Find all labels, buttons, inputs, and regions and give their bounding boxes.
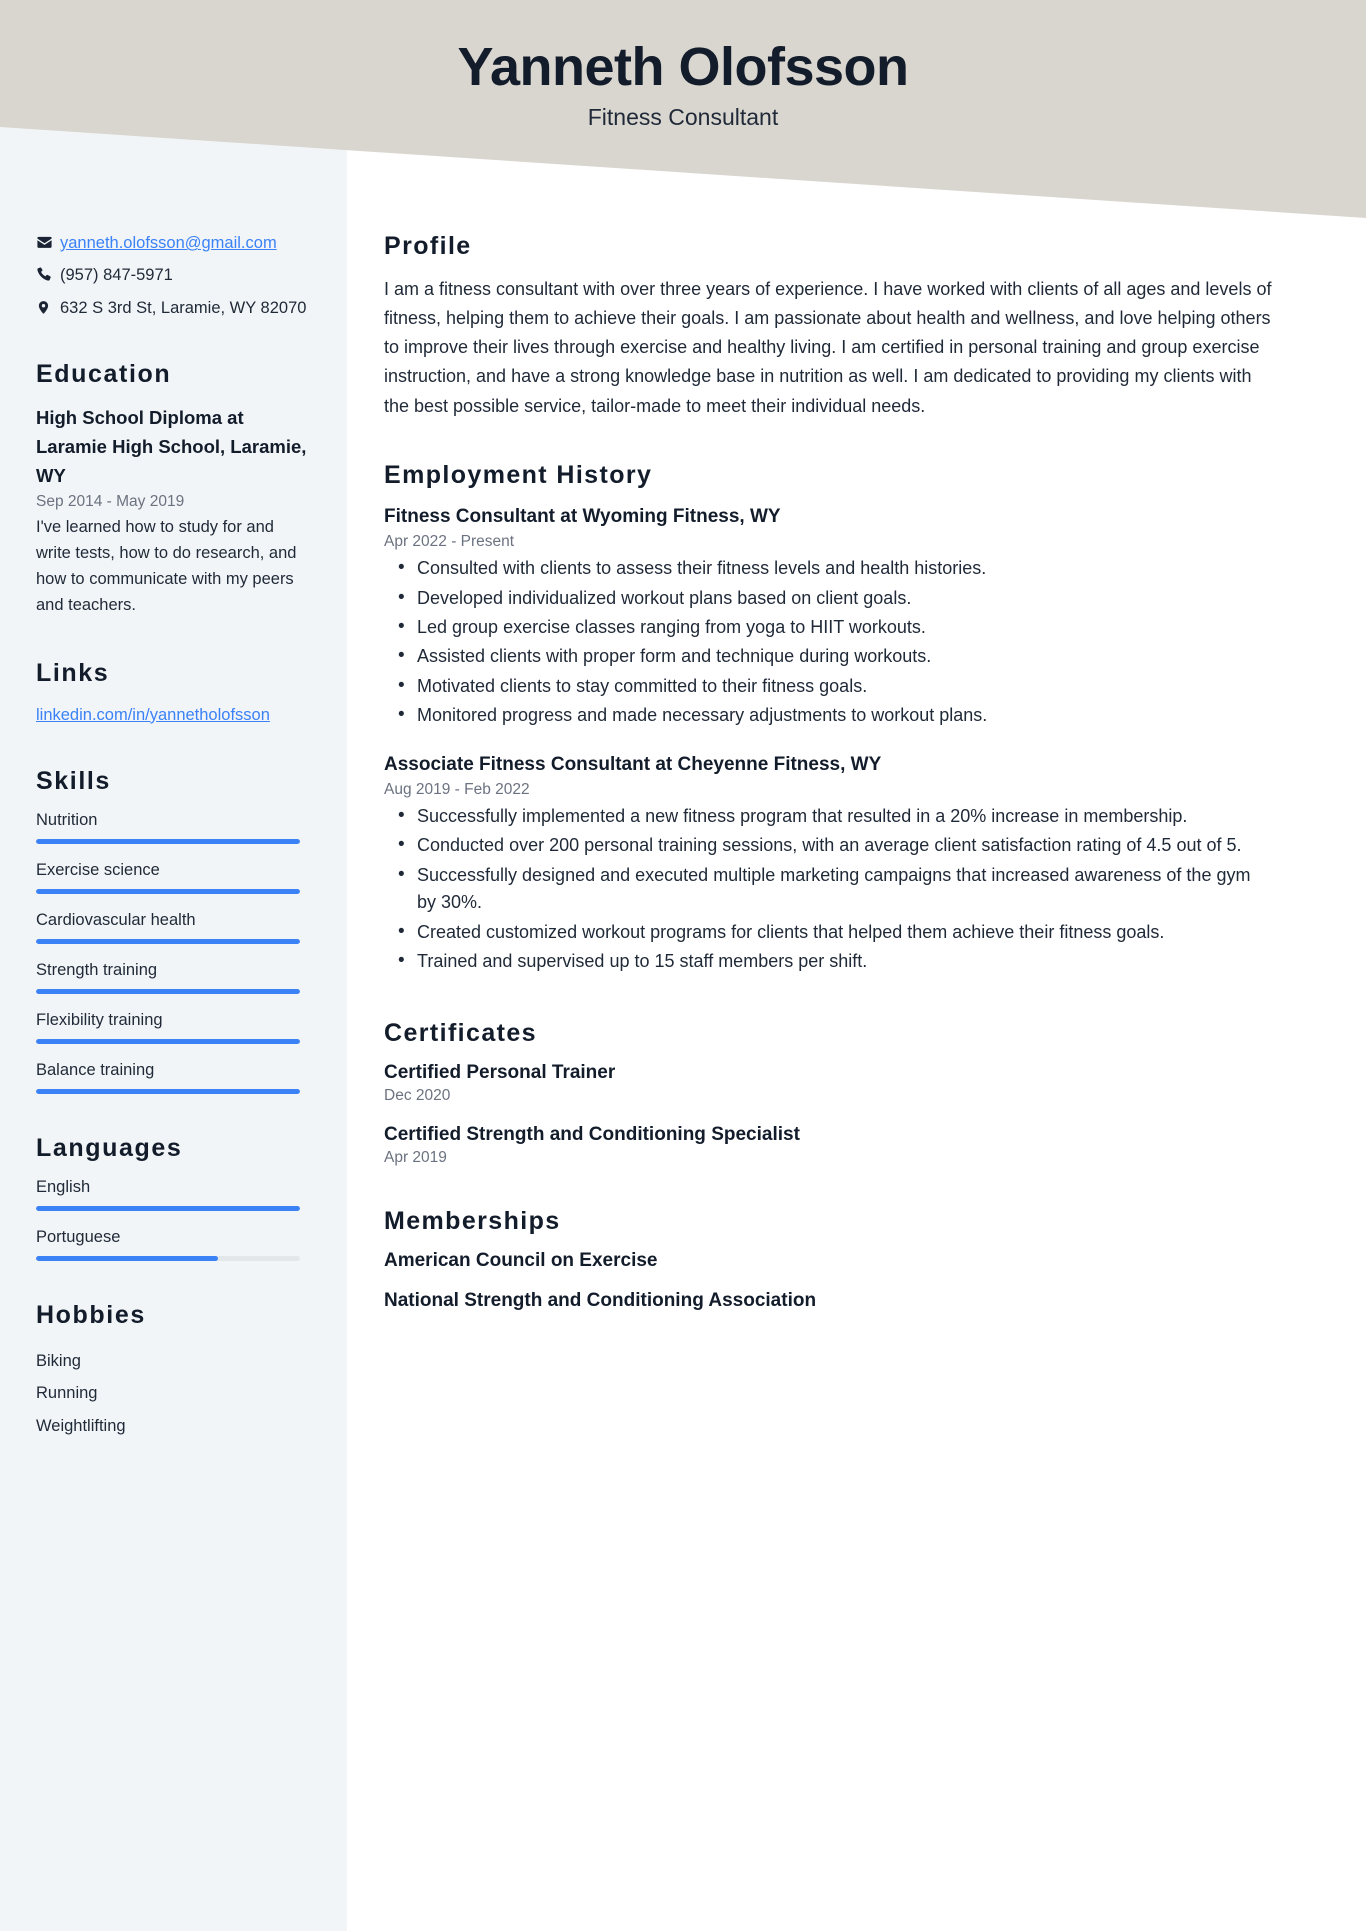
employment-section bbox=[384, 461, 1272, 976]
language-rating-fill bbox=[36, 1256, 218, 1261]
employment-bullet: • Monitored progress and made necessary adjustments to workout plans. bbox=[384, 702, 1272, 729]
hobby-item: Running bbox=[36, 1384, 98, 1403]
profile-heading: Profile bbox=[384, 232, 472, 260]
employment-bullet: • Consulted with clients to assess their fitness levels and health histories. bbox=[384, 555, 1272, 582]
certificate-date: Dec 2020 bbox=[384, 1087, 451, 1105]
skill-rating-fill bbox=[36, 989, 300, 994]
skill-item bbox=[36, 861, 311, 894]
links-heading: Links bbox=[36, 658, 110, 687]
hobbies-list bbox=[36, 1345, 311, 1442]
page-title: Yanneth Olofsson bbox=[457, 37, 909, 97]
hobbies-heading: Hobbies bbox=[36, 1301, 146, 1330]
certificate-entry bbox=[384, 1124, 1272, 1167]
education-date: Sep 2014 - May 2019 bbox=[36, 493, 185, 511]
email-icon bbox=[36, 232, 60, 251]
employment-heading: Employment History bbox=[384, 460, 653, 489]
certificates-heading: Certificates bbox=[384, 1019, 537, 1048]
phone-icon bbox=[36, 264, 60, 282]
certificate-date: Apr 2019 bbox=[384, 1149, 447, 1167]
employment-bullet: • Successfully implemented a new fitness program that resulted in a 20% increase in membership. bbox=[384, 803, 1272, 830]
skill-rating-fill bbox=[36, 1089, 300, 1094]
hobby-item: Biking bbox=[36, 1352, 81, 1371]
employment-bullet: • Motivated clients to stay committed to their fitness goals. bbox=[384, 673, 1272, 700]
certificate-entry bbox=[384, 1062, 1272, 1105]
memberships-heading: Memberships bbox=[384, 1207, 561, 1236]
skill-item bbox=[36, 811, 311, 844]
education-description: I've learned how to study for and write tests, how to do research, and how to communicate with my peers and teachers. bbox=[36, 518, 297, 615]
job-subtitle: Fitness Consultant bbox=[587, 104, 779, 131]
membership-item: National Strength and Conditioning Association bbox=[384, 1290, 817, 1312]
sidebar bbox=[0, 0, 347, 1931]
employment-date: Aug 2019 - Feb 2022 bbox=[384, 781, 530, 799]
contact-address-row bbox=[36, 297, 311, 320]
employment-entry bbox=[384, 752, 1272, 976]
skill-rating-fill bbox=[36, 1039, 300, 1044]
employment-bullet-list bbox=[384, 555, 1272, 729]
employment-bullet: • Created customized workout programs for clients that helped them achieve their fitness goals. bbox=[384, 919, 1272, 946]
skill-rating-fill bbox=[36, 939, 300, 944]
employment-bullet-list bbox=[384, 803, 1272, 975]
location-pin-icon bbox=[36, 297, 60, 316]
memberships-section bbox=[384, 1207, 1272, 1312]
skills-heading: Skills bbox=[36, 767, 111, 796]
employment-bullet: • Led group exercise classes ranging from yoga to HIIT workouts. bbox=[384, 614, 1272, 641]
skill-rating-track bbox=[36, 1089, 300, 1094]
employment-bullet: • Trained and supervised up to 15 staff members per shift. bbox=[384, 948, 1272, 975]
email-value[interactable] bbox=[60, 232, 311, 255]
contact-phone-row bbox=[36, 264, 311, 287]
linkedin-link[interactable]: linkedin.com/in/yannetholofsson bbox=[36, 705, 270, 724]
certificate-title: Certified Personal Trainer bbox=[384, 1062, 616, 1084]
skill-rating-track bbox=[36, 1039, 300, 1044]
phone-value: (957) 847-5971 bbox=[60, 266, 173, 285]
certificates-section bbox=[384, 1019, 1272, 1167]
language-rating-track bbox=[36, 1256, 300, 1261]
contact-email-row bbox=[36, 232, 311, 255]
certificate-title: Certified Strength and Conditioning Specialist bbox=[384, 1124, 800, 1146]
hobby-item: Weightlifting bbox=[36, 1416, 126, 1435]
membership-item: American Council on Exercise bbox=[384, 1250, 658, 1272]
profile-text: I am a fitness consultant with over three years of experience. I have worked with clients of all ages and levels of fitness, helping them to achieve their goals. I am passionate about health and wellness, and love helping others to improve their lives through exercise and healthy living. I am certified in personal training and group exercise instruction, and have a strong knowledge base in nutrition as well. I am dedicated to providing my clients with the best possible service, tailor-made to meet their individual needs. bbox=[384, 279, 1272, 416]
skill-rating-track bbox=[36, 889, 300, 894]
skill-item bbox=[36, 911, 311, 944]
skill-item bbox=[36, 961, 311, 994]
language-rating-track bbox=[36, 1206, 300, 1211]
link-item[interactable] bbox=[36, 703, 311, 728]
employment-date: Apr 2022 - Present bbox=[384, 533, 515, 551]
profile-section bbox=[384, 232, 1272, 421]
education-entry bbox=[36, 404, 311, 618]
skill-label: Flexibility training bbox=[36, 1011, 163, 1030]
languages-list bbox=[36, 1178, 311, 1261]
employment-title: Fitness Consultant at Wyoming Fitness, WY bbox=[384, 505, 781, 527]
language-item bbox=[36, 1178, 311, 1211]
language-label: Portuguese bbox=[36, 1228, 121, 1247]
skill-label: Balance training bbox=[36, 1061, 155, 1080]
skills-list bbox=[36, 811, 311, 1094]
employment-bullet: • Conducted over 200 personal training sessions, with an average client satisfaction rating of 4.5 out of 5. bbox=[384, 832, 1272, 859]
skill-rating-track bbox=[36, 989, 300, 994]
education-title: High School Diploma at Laramie High School, Laramie, WY bbox=[36, 407, 307, 486]
contact-list bbox=[36, 232, 311, 320]
employment-bullet: • Developed individualized workout plans based on client goals. bbox=[384, 585, 1272, 612]
skill-label: Cardiovascular health bbox=[36, 911, 196, 930]
language-label: English bbox=[36, 1178, 91, 1197]
employment-title: Associate Fitness Consultant at Cheyenne Fitness, WY bbox=[384, 753, 882, 775]
education-heading: Education bbox=[36, 360, 172, 389]
skill-rating-fill bbox=[36, 839, 300, 844]
skill-label: Exercise science bbox=[36, 861, 160, 880]
employment-entry bbox=[384, 504, 1272, 730]
skill-item bbox=[36, 1061, 311, 1094]
employment-bullet: • Assisted clients with proper form and technique during workouts. bbox=[384, 643, 1272, 670]
skill-rating-track bbox=[36, 839, 300, 844]
language-item bbox=[36, 1228, 311, 1261]
skill-rating-track bbox=[36, 939, 300, 944]
skill-rating-fill bbox=[36, 889, 300, 894]
address-value: 632 S 3rd St, Laramie, WY 82070 bbox=[60, 298, 307, 317]
employment-bullet: • Successfully designed and executed multiple marketing campaigns that increased awareness of the gym by 30%. bbox=[384, 862, 1272, 917]
main-content bbox=[347, 0, 1366, 1931]
skill-item bbox=[36, 1011, 311, 1044]
skill-label: Strength training bbox=[36, 961, 158, 980]
languages-heading: Languages bbox=[36, 1134, 183, 1163]
language-rating-fill bbox=[36, 1206, 300, 1211]
email-link[interactable]: yanneth.olofsson@gmail.com bbox=[60, 234, 277, 252]
skill-label: Nutrition bbox=[36, 811, 98, 830]
